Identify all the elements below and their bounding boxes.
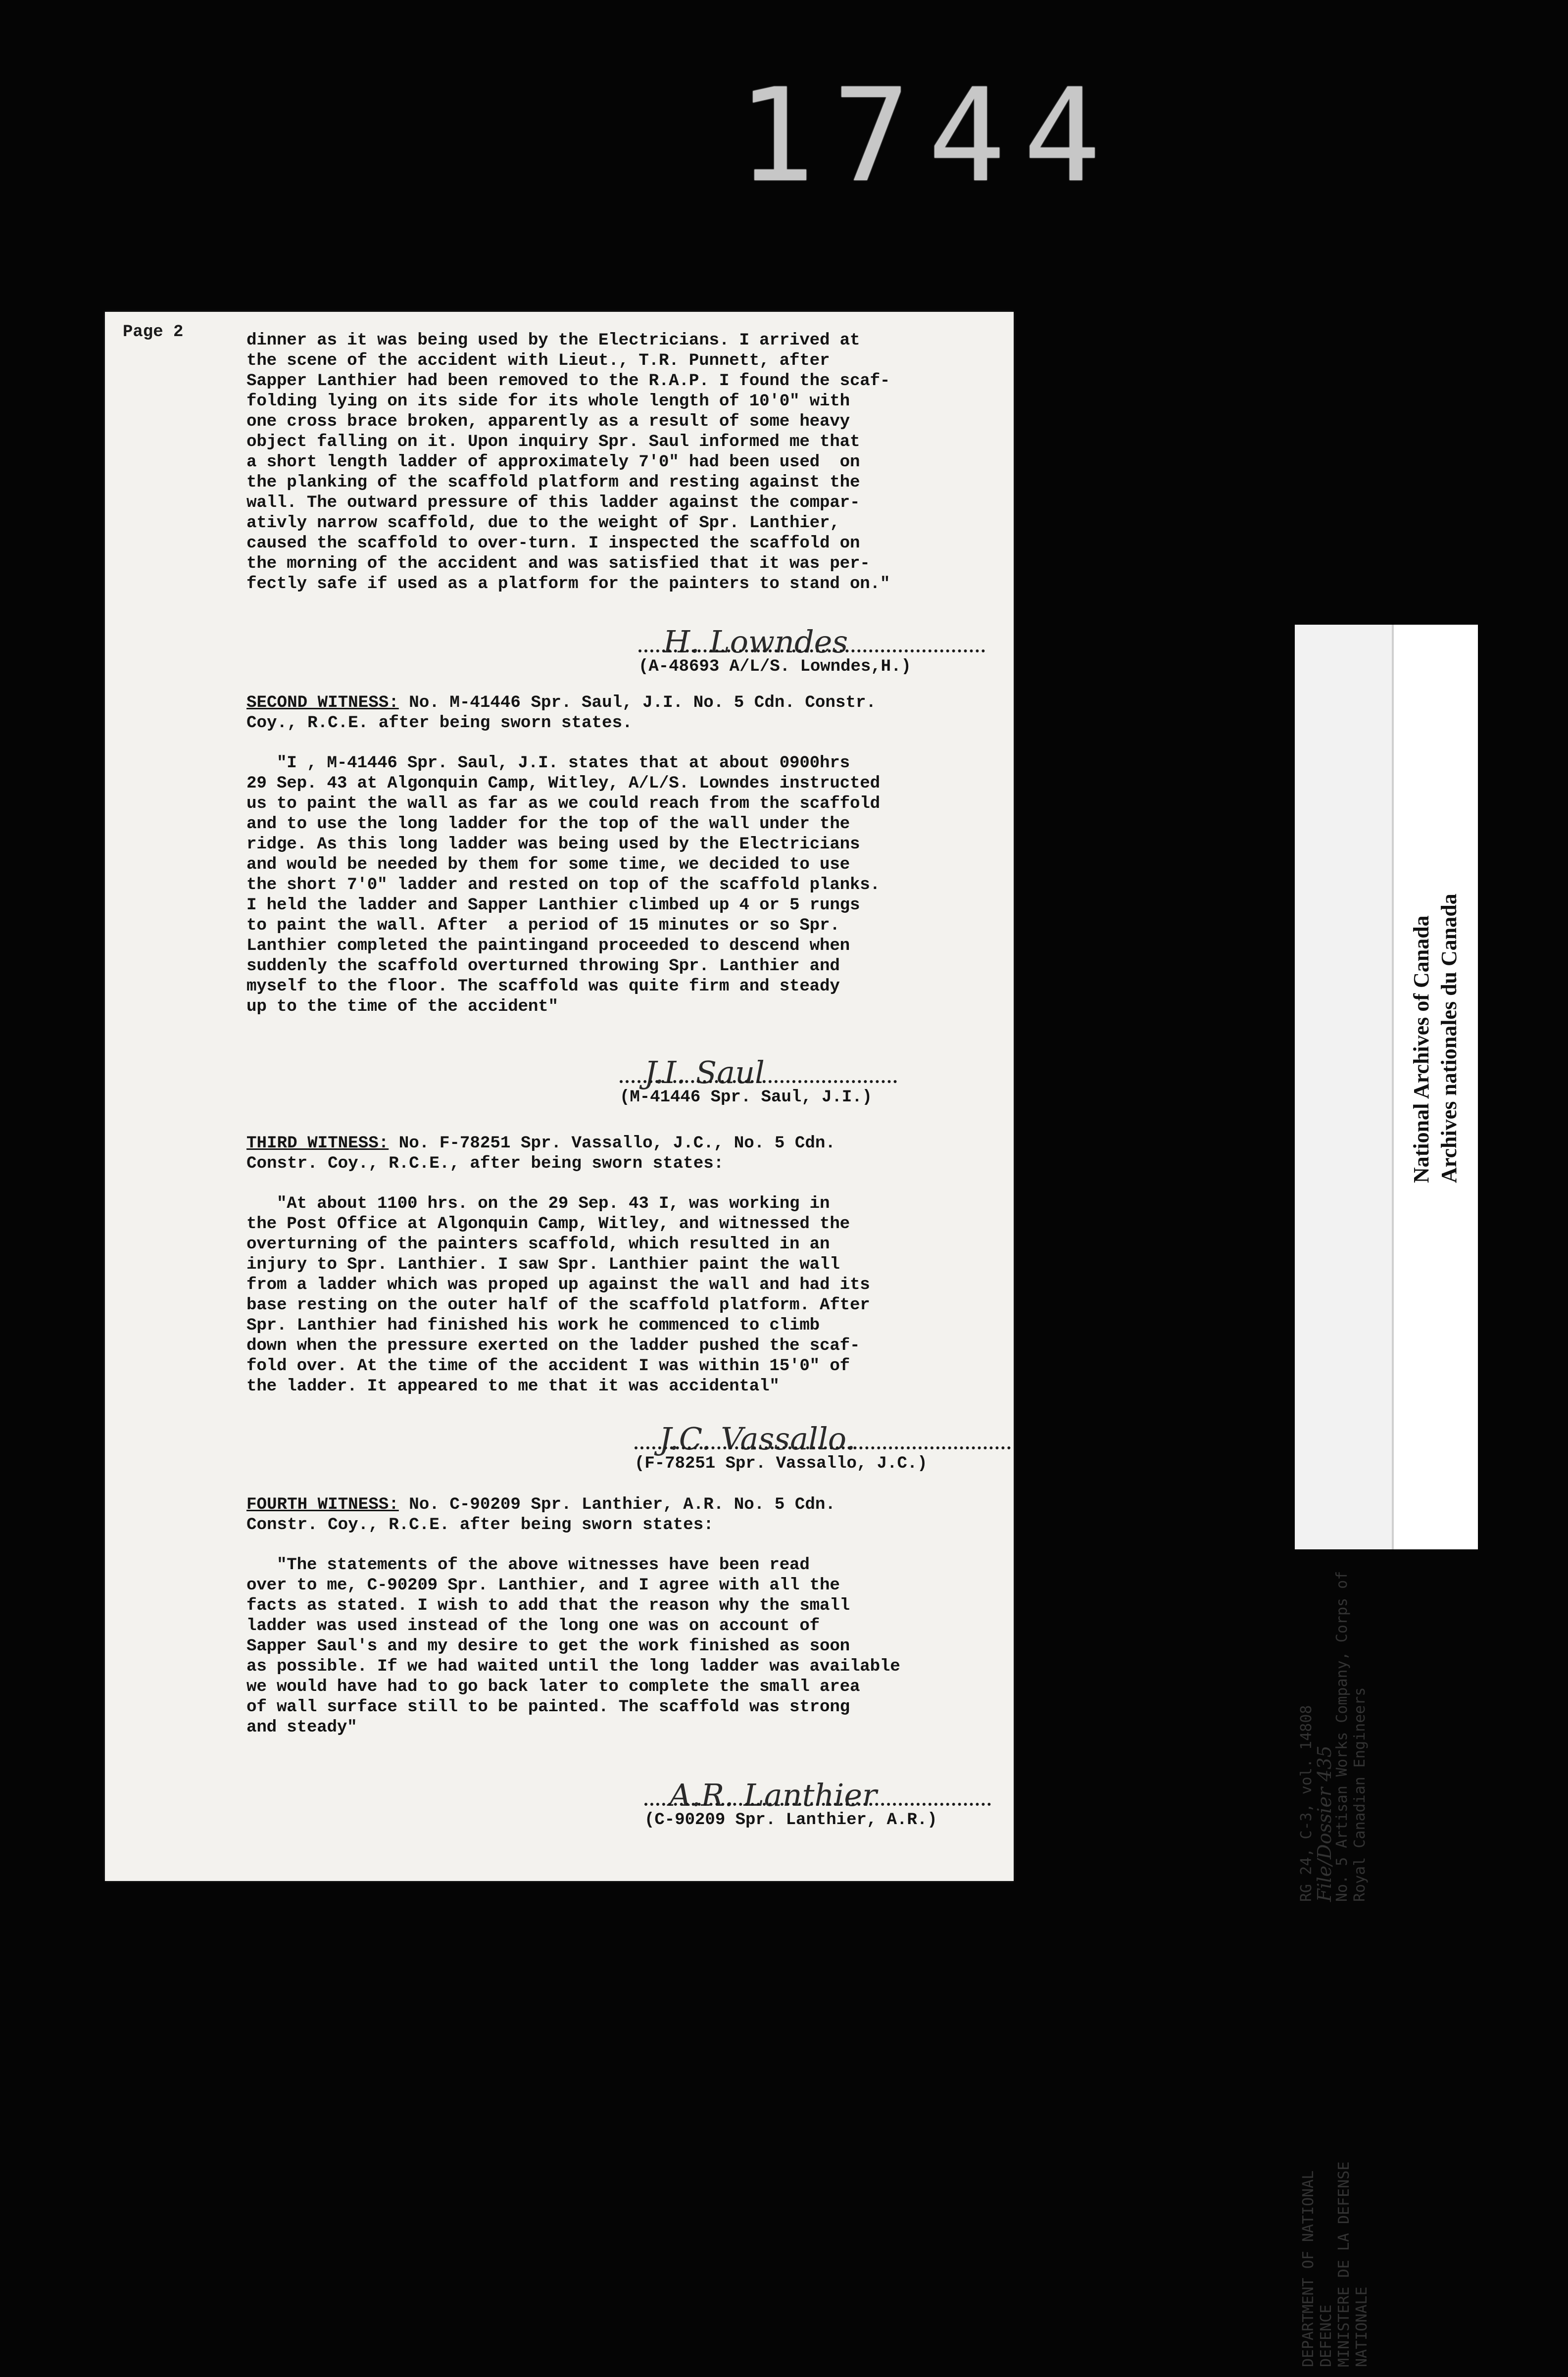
archive-name-en: National Archives of Canada xyxy=(1409,915,1433,1183)
handwritten-signature: J.C. Vassallo. xyxy=(659,1421,856,1457)
paragraph-third-witness: "At about 1100 hrs. on the 29 Sep. 43 I, was working in the Post Office at Algonquin Camp, Witley, and witnessed the overturning of the painters scaffold, which resulted in an injury to Spr. Lanthier. I saw Spr. Lanthier paint the wall from a ladder which was proped up against the wall and had its base resting on the outer half of the scaffold platform. After Spr. Lanthier had finished his work he commenced to climb down when the pressure exerted on the ladder pushed the scaf- fold over. At the time of the accident I was within 15'0" of the ladder. It appeared to me that it was accidental" xyxy=(246,1194,870,1396)
paragraph-fourth-witness: "The statements of the above witnesses have been read over to me, C-90209 Spr. Lanthier, and I agree with all the facts as stated. I wish to add that the reason why the small ladder was used instead of the long one was on account of Sapper Saul's and my desire to get the work finished as soon as possible. If we had waited until the long ladder was available we would have had to go back later to complete the small area of wall surface still to be painted. The scaffold was strong and steady" xyxy=(246,1556,900,1737)
archive-name-fr: Archives nationales du Canada xyxy=(1437,893,1461,1183)
file-reference-block: RG 24, C-3, vol. 14808 File/Dossier 435 No. 5 Artisan Works Company, Corps of Royal Canadian Engineers xyxy=(1298,1571,1369,1902)
signature-name: (A-48693 A/L/S. Lowndes,H.) xyxy=(638,657,911,676)
reference-strip xyxy=(1295,625,1394,2367)
signature-name: (C-90209 Spr. Lanthier, A.R.) xyxy=(644,1811,937,1830)
handwritten-signature: A.R. Lanthier xyxy=(669,1777,877,1813)
page-number: Page 2 xyxy=(123,323,184,342)
microfilm-frame-number: 1744 xyxy=(737,61,1119,211)
handwritten-signature: J.I. Saul xyxy=(644,1054,765,1090)
handwritten-signature: H. Lowndes xyxy=(663,624,848,660)
department-block: DEPARTMENT OF NATIONAL DEFENCE MINISTERE DE LA DEFENSE NATIONALE xyxy=(1300,2161,1371,2367)
fourth-witness-heading: FOURTH WITNESS: No. C-90209 Spr. Lanthier, A.R. No. 5 Cdn. Constr. Coy., R.C.E. after being sworn states: xyxy=(246,1495,835,1535)
archive-reference-label xyxy=(1295,625,1478,2367)
archive-name-panel xyxy=(1392,625,1478,1549)
document-page xyxy=(105,312,1014,1881)
signature-name: (M-41446 Spr. Saul, J.I.) xyxy=(620,1088,873,1107)
paragraph-second-witness: "I , M-41446 Spr. Saul, J.I. states that at about 0900hrs 29 Sep. 43 at Algonquin Camp, Witley, A/L/S. Lowndes instructed us to paint the wall as far as we could reach from the scaffold and to use the long ladder for the top of the wall under the ridge. As this long ladder was being used by the Electricians and would be needed by them for some time, we decided to use the short 7'0" ladder and rested on top of the scaffold planks. I held the ladder and Sapper Lanthier climbed up 4 or 5 rungs to paint the wall. After a period of 15 minutes or so Spr. Lanthier completed the paintingand proceeded to descend when suddenly the scaffold overturned throwing Spr. Lanthier and myself to the floor. The scaffold was quite firm and steady up to the time of the accident" xyxy=(246,754,880,1016)
signature-name: (F-78251 Spr. Vassallo, J.C.) xyxy=(635,1454,928,1473)
paragraph-first-witness-continuation: dinner as it was being used by the Electricians. I arrived at the scene of the accident with Lieut., T.R. Punnett, after Sapper Lanthier had been removed to the R.A.P. I found the scaf- folding lying on its side for its whole length of 10'0" with one cross brace broken, apparently as a result of some heavy object falling on it. Upon inquiry Spr. Saul informed me that a short length ladder of approximately 7'0" had been used on the planking of the scaffold platform and resting against the wall. The outward pressure of this ladder against the compar- ativly narrow scaffold, due to the weight of Spr. Lanthier, caused the scaffold to over-turn. I inspected the scaffold on the morning of the accident and was satisfied that it was per- fectly safe if used as a platform for the painters to stand on." xyxy=(246,331,890,594)
second-witness-heading: SECOND WITNESS: No. M-41446 Spr. Saul, J.I. No. 5 Cdn. Constr. Coy., R.C.E. after being sworn states. xyxy=(246,693,876,733)
third-witness-heading: THIRD WITNESS: No. F-78251 Spr. Vassallo, J.C., No. 5 Cdn. Constr. Coy., R.C.E., after being sworn states: xyxy=(246,1134,835,1173)
